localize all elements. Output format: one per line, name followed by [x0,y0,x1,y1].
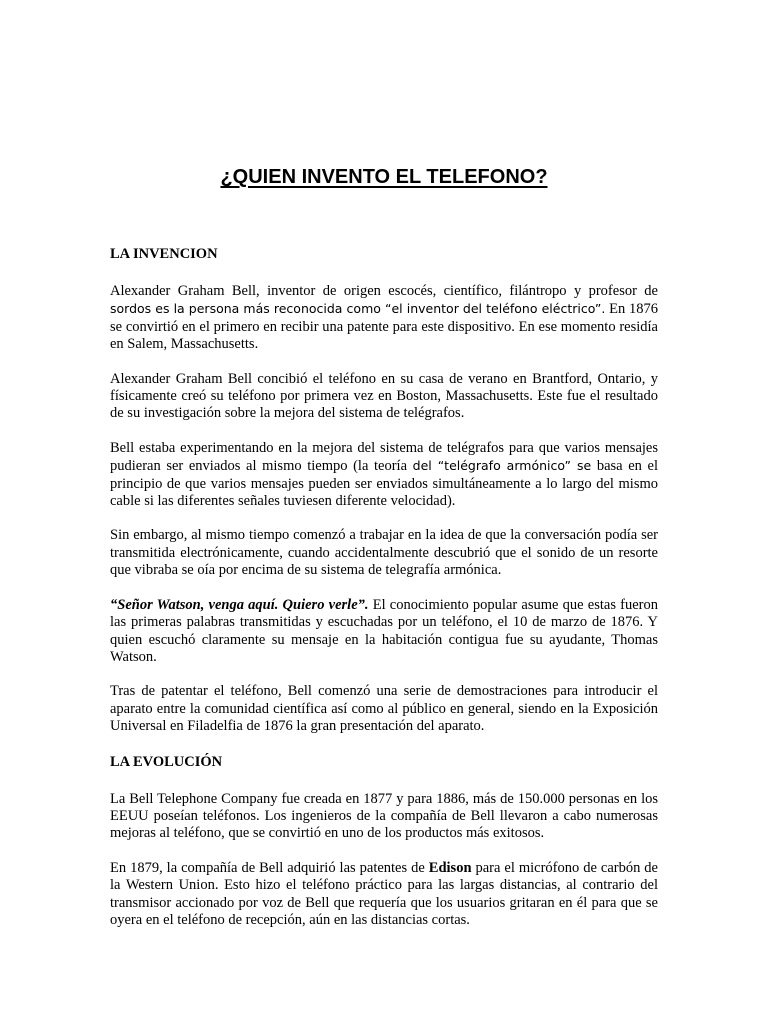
paragraph: Tras de patentar el teléfono, Bell comenzó una serie de demostraciones para introducir el aparato entre la comunidad científica así como al público en general, siendo en la Exposición Universal en Filadelfia de 1876 la gran presentación del aparato. [110,683,658,735]
edison-name: Edison [428,859,472,876]
document-body [110,245,658,946]
watson-quote: “Señor Watson, venga aquí. Quiero verle”. [110,596,369,613]
paragraph: Alexander Graham Bell concibió el teléfono en su casa de verano en Brantford, Ontario, y físicamente creó su teléfono por primera vez en Boston, Massachusetts. Este fue el resultado de su investigación sobre la mejora del sistema de telégrafos. [110,370,658,422]
paragraph: Alexander Graham Bell, inventor de origen escocés, científico, filántropo y profesor de sordos es la persona más reconocida como “el inventor del teléfono eléctrico”. En 1876 se convirtió en el primero en recibir una patente para este dispositivo. En ese momento residía en Salem, Massachusetts. [110,283,658,353]
paragraph: Bell estaba experimentando en la mejora del sistema de telégrafos para que varios mensajes pudieran ser enviados al mismo tiempo (la teoría del “telégrafo armónico” se basa en el principio de que varios mensajes pueden ser enviados simultáneamente a lo largo del mismo cable si las diferentes señales tuviesen diferente velocidad). [110,439,658,510]
paragraph: “Señor Watson, venga aquí. Quiero verle”. El conocimiento popular asume que estas fueron las primeras palabras transmitidas y escuchadas por un teléfono, el 10 de marzo de 1876. Y quien escuchó claramente su mensaje en la habitación contigua fue su ayudante, Thomas Watson. [110,596,658,665]
paragraph: La Bell Telephone Company fue creada en 1877 y para 1886, más de 150.000 personas en los EEUU poseían teléfonos. Los ingenieros de la compañía de Bell llevaron a cabo numerosas mejoras al teléfono, que se convirtió en uno de los productos más exitosos. [110,790,658,842]
paragraph: Sin embargo, al mismo tiempo comenzó a trabajar en la idea de que la conversación podía ser transmitida electrónicamente, cuando accidentalmente descubrió que el sonido de un resorte que vibraba se oía por encima de su sistema de telegrafía armónica. [110,527,658,579]
page-title: ¿QUIEN INVENTO EL TELEFONO? [220,166,548,188]
section-heading-invencion: LA INVENCION [110,246,218,262]
paragraph: En 1879, la compañía de Bell adquirió las patentes de Edison para el micrófono de carbón de la Western Union. Esto hizo el teléfono práctico para las largas distancias, al contrario del transmisor accionado por voz de Bell que requería que los usuarios gritaran en él para que se oyera en el teléfono de recepción, aún en las distancias cortas. [110,859,658,928]
section-heading-evolucion: LA EVOLUCIÓN [110,753,223,770]
